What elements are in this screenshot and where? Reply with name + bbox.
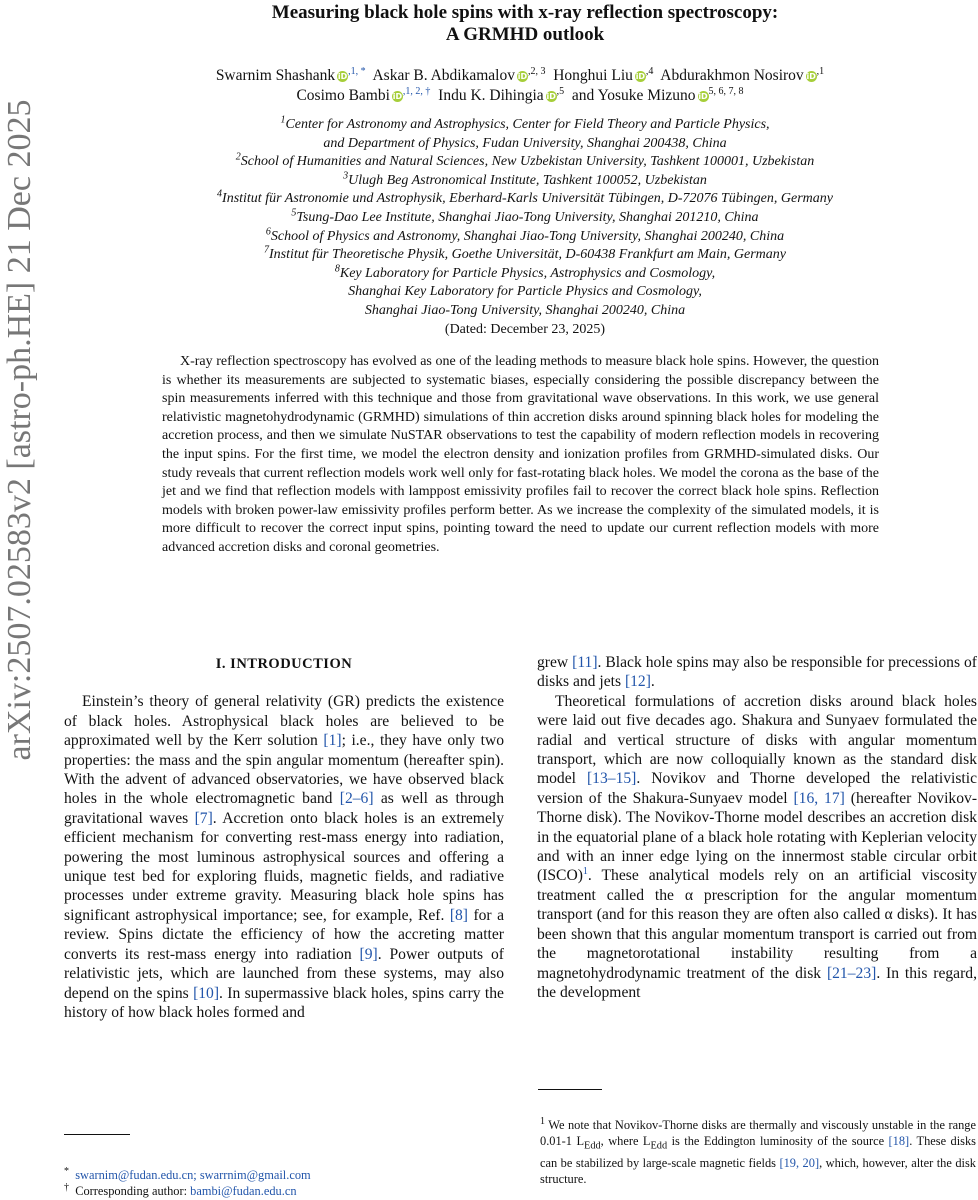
author-name: Askar B. Abdikamalov bbox=[372, 67, 515, 84]
affiliation-line: Shanghai Jiao-Tong University, Shanghai 200240, China bbox=[364, 302, 686, 318]
dated-line: (Dated: December 23, 2025) bbox=[444, 321, 606, 337]
citation-link[interactable]: [8] bbox=[449, 906, 468, 924]
title-line-2: A GRMHD outlook bbox=[445, 24, 605, 45]
citation-link[interactable]: [18] bbox=[888, 1134, 910, 1149]
citation-link[interactable]: [16, 17] bbox=[793, 789, 845, 807]
email-link[interactable]: bambi@fudan.edu.cn bbox=[190, 1184, 297, 1198]
abstract: X-ray reflection spectroscopy has evolved as one of the leading methods to measure black hole spins. However, the question is whether its measurements are subjected to systematic biases, especially considering the possible discrepancy between the spin measurements inferred with this technique and those from gravitational wave observations. In this work, we use general relativistic magnetohydrodynamic (GRMHD) simulations of thin accretion disks around spinning black holes for modeling the accretion process, and then we simulate NuSTAR observations to test the capability of modern reflection models in recovering the input spins. For the first time, we model the electron density and ionization profiles from GRMHD-simulated disks. Our study reveals that current reflection models work well only for fast-rotating black holes. We model the corona as the base of the jet and we find that reflection models with lamppost emissivity profiles fail to recover the correct black hole spins. Reflection models with broken power-law emissivity profiles perform better. As we increase the complexity of the simulated models, it is more difficult to recover the correct input spins, pointing toward the need to update our current reflection models with more advanced accretion disks and coronal geometries. bbox=[162, 354, 879, 555]
affiliation-line: $^3$Ulugh Beg Astronomical Institute, Tashkent 100052, Uzbekistan bbox=[343, 170, 707, 188]
orcid-icon[interactable]: iD bbox=[392, 92, 403, 101]
paper-title bbox=[120, 2, 930, 46]
section-heading: I. INTRODUCTION bbox=[215, 656, 353, 672]
orcid-icon[interactable]: iD bbox=[698, 92, 708, 101]
orcid-icon[interactable]: iD bbox=[806, 72, 816, 81]
title-line-1: Measuring black hole spins with x-ray reflection spectroscopy: bbox=[271, 2, 779, 23]
citation-link[interactable]: [9] bbox=[359, 945, 378, 963]
affiliation-line: $^1$Center for Astronomy and Astrophysics, Center for Field Theory and Particle Physics, bbox=[280, 114, 770, 132]
citation-link[interactable]: [2–6] bbox=[339, 790, 374, 808]
author-sup: ,4 bbox=[645, 65, 654, 77]
orcid-icon[interactable]: iD bbox=[517, 72, 528, 81]
footnote-marker[interactable]: 1 bbox=[582, 866, 588, 878]
author-name: Abdurakhmon Nosirov bbox=[660, 67, 804, 84]
author-sup: ,1 bbox=[816, 65, 825, 77]
affiliation-line: $^6$School of Physics and Astronomy, Shanghai Jiao-Tong University, Shanghai 200240, China bbox=[265, 225, 785, 244]
author-name: Yosuke Mizuno bbox=[597, 87, 696, 104]
orcid-icon[interactable]: iD bbox=[337, 72, 348, 81]
author-name: Indu K. Dihingia bbox=[438, 87, 544, 104]
affiliation-line: $^2$School of Humanities and Natural Sciences, New Uzbekistan University, Tashkent 100001, Uzbekistan bbox=[235, 151, 815, 170]
email-link[interactable]: swarrnim@gmail.com bbox=[199, 1168, 311, 1182]
author-sup[interactable]: ,1, 2, † bbox=[402, 85, 431, 97]
citation-link[interactable]: [21–23] bbox=[826, 964, 877, 982]
author-list bbox=[120, 66, 920, 106]
author-and: and bbox=[571, 87, 595, 104]
paragraph-disk-theory: Theoretical formulations of accretion disks around black holes were laid out five decades ago. Shakura and Sunyaev formulated the radial and vertical structure of disks with angular momentum transport, which are now colloquially known as the standard disk model [13–15]. Novikov and Thorne developed the relativistic version of the Shakura-Sunyaev model [16, 17] (hereafter Novikov-Thorne disk). The Novikov-Thorne model describes an accretion disk in the equatorial plane of a black hole rotating with Keplerian velocity and with an inner edge lying on the innermost stable circular orbit (ISCO)$^1$. These analytical models rely on an artificial viscosity treatment called the α prescription for the angular momentum transport (and for this reason they are often also called α disks). It has been shown that this angular momentum transport is carried out from the magnetorotational instability resulting from a magnetohydrodynamic treatment of the disk [21–23]. In this regard, the development bbox=[537, 692, 978, 1001]
citation-link[interactable]: [11] bbox=[572, 654, 598, 671]
footnote-left: * swarnim@fudan.edu.cn; swarrnim@gmail.com † Corresponding author: bambi@fudan.edu.cn bbox=[64, 1165, 311, 1198]
footnote-rule-left bbox=[64, 1134, 130, 1135]
affiliation-line: $^8$Key Laboratory for Particle Physics, Astrophysics and Cosmology, bbox=[334, 263, 716, 281]
orcid-icon[interactable]: iD bbox=[546, 92, 556, 101]
citation-link[interactable]: [12] bbox=[624, 673, 651, 691]
footnote-rule-right bbox=[538, 1089, 602, 1090]
citation-link[interactable]: [7] bbox=[194, 809, 213, 827]
author-sup: ,5 bbox=[556, 85, 565, 97]
orcid-icon[interactable]: iD bbox=[635, 72, 646, 81]
footnote-right: $^1$ We note that Novikov-Thorne disks are thermally and viscously unstable in the range 0.01-1 $L_{Edd}$, where $L_{Edd}$ is the Eddington luminosity of the source [18]. These disks can be stabilized by large-scale magnetic fields [19, 20], which, however, alter the disk structure. bbox=[540, 1115, 977, 1187]
author-name: Honghui Liu bbox=[553, 67, 633, 84]
paragraph-continued: grew [11]. Black hole spins may also be responsible for precessions of disks and jets [12]. bbox=[537, 654, 977, 691]
author-name: Cosimo Bambi bbox=[296, 87, 390, 104]
arxiv-stamp-text: arXiv:2507.02583v2 [astro-ph.HE] 21 Dec 2025 bbox=[1, 99, 38, 761]
intro-paragraph: Einstein’s theory of general relativity (GR) predicts the existence of black holes. Astrophysical black holes are believed to be approximated well by the Kerr solution [1]; i.e., they have only two properties: the mass and the spin angular momentum (hereafter spin). With the advent of advanced observatories, we have observed black holes in the whole electromagnetic band [2–6] as well as through gravitational waves [7]. Accretion onto black holes is an extremely efficient mechanism for converting rest-mass energy into radiation, powering the most luminous astrophysical sources and offering a unique test bed for exploring fluids, magnetic fields, and radiative processes under extreme gravity. Measuring black hole spins has significant astrophysical importance; see, for example, Ref. [8] for a review. Spins dictate the efficiency of how the accreting matter converts its rest-mass energy into radiation [9]. Power outputs of relativistic jets, which are launched from these systems, may also depend on the spins [10]. In supermassive black holes, spins carry the history of how black holes formed and bbox=[64, 693, 505, 1021]
affiliation-line: $^4$Institut für Astronomie und Astrophysik, Eberhard-Karls Universität Tübingen, D-72076 Tübingen, Germany bbox=[217, 188, 833, 207]
citation-link[interactable]: [13–15] bbox=[586, 770, 637, 788]
left-column bbox=[64, 655, 504, 1022]
author-sup[interactable]: ,1, * bbox=[348, 65, 366, 77]
arxiv-stamp bbox=[0, 99, 40, 761]
affiliations bbox=[110, 116, 940, 339]
affiliation-line: $^7$Institut für Theoretische Physik, Goethe Universität, D-60438 Frankfurt am Main, Germany bbox=[263, 244, 786, 263]
right-column bbox=[537, 653, 977, 1002]
email-link[interactable]: swarnim@fudan.edu.cn bbox=[75, 1168, 194, 1182]
affiliation-line: and Department of Physics, Fudan University, Shanghai 200438, China bbox=[323, 135, 727, 151]
citation-link[interactable]: [19, 20] bbox=[779, 1155, 820, 1170]
author-sup: ,2, 3 bbox=[527, 65, 546, 77]
citation-link[interactable]: [10] bbox=[193, 984, 220, 1002]
affiliation-line: Shanghai Key Laboratory for Particle Physics and Cosmology, bbox=[348, 284, 702, 300]
affiliation-line: $^5$Tsung-Dao Lee Institute, Shanghai Jiao-Tong University, Shanghai 201210, China bbox=[291, 207, 759, 225]
author-sup: 5, 6, 7, 8 bbox=[708, 85, 744, 97]
author-name: Swarnim Shashank bbox=[215, 67, 336, 84]
citation-link[interactable]: [1] bbox=[323, 732, 342, 750]
